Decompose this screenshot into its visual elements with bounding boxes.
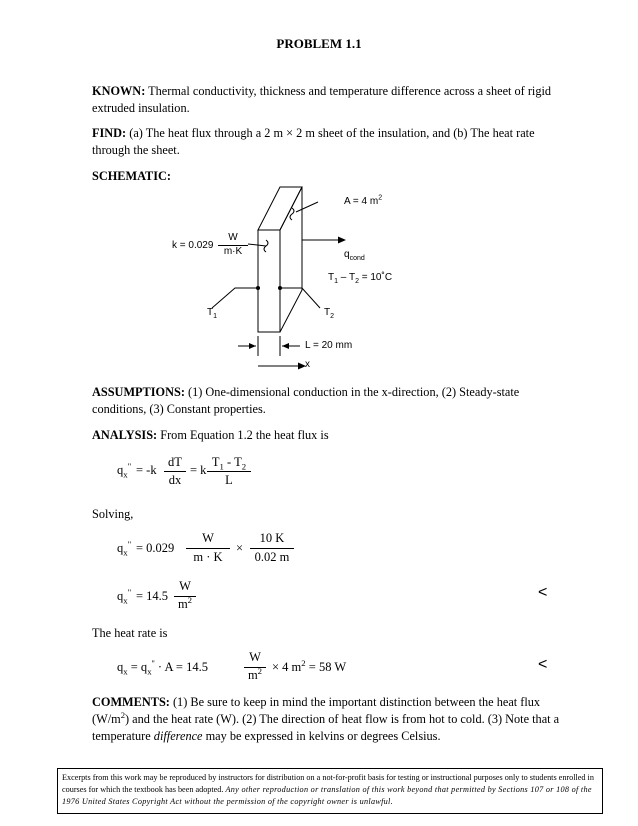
t1-dot: [256, 286, 260, 290]
t2-leader: [280, 288, 320, 308]
eq3-num: W: [179, 579, 191, 593]
eq3-q: q: [117, 589, 124, 603]
eq1-eq-k2: = k: [190, 463, 207, 477]
dT-t1: T: [328, 272, 335, 283]
eq4-den-exp: 2: [257, 665, 263, 676]
eq1-num2-mid: - T: [223, 455, 242, 469]
k-unit-den: m·K: [223, 246, 243, 257]
area-leader: [296, 202, 318, 212]
eq1-den1: dx: [168, 473, 182, 487]
known-label: KNOWN:: [92, 84, 146, 98]
eq4-tail-a: × 4 m: [272, 660, 302, 674]
t1-leader: [212, 288, 258, 308]
eq2-q-sup: ": [127, 538, 132, 549]
rate-text: The heat rate is: [92, 626, 168, 640]
footer-italic: Any other reproduction or translation of this work beyond that permitted by Sections 107 or 108 of the 1976 United States Copyright Act without the permission of the copyright owner is unlawful.: [62, 785, 592, 806]
k-leader: [248, 244, 266, 246]
t2-label: [324, 307, 334, 318]
t2-sub: 2: [330, 313, 335, 320]
analysis-intro: [92, 427, 572, 444]
eq2-line1: [186, 548, 230, 549]
area-exponent: 2: [378, 194, 383, 202]
dT-label: [328, 272, 392, 283]
eq1-num2-a: 1: [219, 461, 224, 472]
x-axis-label: x: [305, 359, 310, 370]
eq4-line: [117, 657, 208, 677]
t2-text: T: [324, 307, 331, 318]
eq3-coef: = 14.5: [136, 589, 169, 603]
eq1-num1: dT: [168, 455, 182, 469]
comments-section: [92, 694, 572, 745]
eq3-q-sup: ": [127, 586, 132, 597]
eq4-tail-exp: 2: [301, 657, 306, 668]
eq2-den2: 0.02 m: [254, 550, 290, 564]
eq3-den-m: m: [177, 597, 188, 611]
eq1-lhs: [117, 460, 132, 480]
assumptions-text: (1) One-dimensional conduction in the x-direction, (2) Steady-state conditions, (3) Constant properties.: [92, 385, 520, 416]
t1-text: T: [207, 307, 214, 318]
eq1-line2: [207, 471, 251, 472]
t2-dot: [278, 286, 282, 290]
k-label: k = 0.029: [172, 240, 214, 251]
t1-sub: 1: [213, 313, 218, 320]
analysis-label: ANALYSIS:: [92, 428, 158, 442]
dim-right-arrowhead: [282, 343, 289, 349]
dT-mid: – T: [338, 272, 356, 283]
eq4-tail-b: = 58 W: [308, 660, 347, 674]
thickness-label: L = 20 mm: [305, 340, 353, 351]
eq4-q: q: [117, 660, 124, 674]
eq1-q: q: [117, 463, 124, 477]
eq3-lhs: [117, 586, 132, 606]
find-text: (a) The heat flux through a 2 m × 2 m sheet of the insulation, and (b) The heat rate through the sheet.: [92, 126, 535, 157]
analysis-text: From Equation 1.2 the heat flux is: [157, 428, 329, 442]
comments-label: COMMENTS:: [92, 695, 170, 709]
eq1-den2: L: [225, 473, 233, 487]
eq1-eq-k: = -k: [136, 463, 157, 477]
eq1-q-sup: ": [127, 460, 132, 471]
eq1-q-sub: x: [123, 469, 128, 480]
dT-t2-sub: 2: [355, 278, 359, 285]
eq3-den: [174, 594, 196, 612]
eq4-den-m: m: [247, 668, 258, 682]
solving-text: Solving,: [92, 507, 134, 521]
eq2-num1: W: [202, 531, 214, 545]
qcond-label: [344, 249, 365, 260]
eq3-q-sub: x: [123, 595, 128, 606]
eq4-tail: [272, 657, 347, 675]
schematic-diagram: [0, 0, 638, 390]
heat-arrowhead: [338, 237, 346, 244]
area-label: [344, 196, 382, 207]
eq2-q-sub: x: [123, 547, 128, 558]
dT-t1-sub: 1: [334, 278, 339, 285]
eq2-times: ×: [236, 541, 244, 555]
comments-t4: may be expressed in kelvins or degrees Celsius.: [202, 729, 441, 743]
comments-t1: (1) Be sure to keep in mind the important distinction between the heat flux (W/m: [92, 695, 541, 726]
eq2-coef: = 0.029: [136, 541, 175, 555]
eq2-q: q: [117, 541, 124, 555]
eq1-num2: [207, 455, 251, 470]
assumptions-label: ASSUMPTIONS:: [92, 385, 185, 399]
area-text: A = 4 m: [344, 196, 379, 207]
eq2-lhs: [117, 538, 132, 558]
find-label: FIND:: [92, 126, 127, 140]
comments-emphasis: difference: [153, 729, 203, 743]
eq2-line2: [250, 548, 294, 549]
eq2-num2: 10 K: [259, 531, 285, 545]
eq1-line1: [164, 471, 186, 472]
dT-value: = 10˚C: [358, 272, 393, 283]
comments-sup: 2: [120, 709, 125, 720]
copyright-footer: [57, 768, 603, 814]
eq1-num2-b: 2: [241, 461, 247, 472]
eq4-mid: = q: [130, 660, 148, 674]
slab-top-face: [258, 187, 302, 230]
footer-normal: Excerpts from this work may be reproduced by instructors for distribution on a not-for-profit basis for testing or instructional purposes only to students enrolled in courses for which the textbook has been adopted.: [62, 773, 594, 794]
eq2-den1: m · K: [193, 550, 223, 564]
eq4-mid-sup: '': [151, 657, 155, 668]
t1-label: [207, 307, 217, 318]
k-unit-num: W: [228, 232, 238, 243]
assumptions-section: [92, 384, 572, 418]
eq4-mid2: · A = 14.5: [157, 660, 208, 674]
dim-left-arrowhead: [249, 343, 256, 349]
eq4-den: [244, 665, 266, 683]
eq3-answer-marker: <: [538, 584, 548, 601]
eq4-mid-sub: x: [147, 666, 152, 677]
comments-t2: ) and the heat rate (W). (2) The direction of heat flow is from hot to cold. (3) Note that a temperature: [92, 712, 560, 743]
page-title: PROBLEM 1.1: [276, 36, 362, 51]
eq4-q-sub: x: [123, 666, 128, 677]
qcond-q: q: [344, 249, 350, 260]
eq4-answer-marker: <: [538, 656, 548, 673]
known-text: Thermal conductivity, thickness and temperature difference across a sheet of rigid extruded insulation.: [92, 84, 552, 115]
eq3-den-exp: 2: [187, 594, 193, 605]
eq4-num: W: [249, 650, 261, 664]
eq1-num2-t: T: [211, 455, 220, 469]
qcond-sub: cond: [349, 255, 365, 262]
schematic-label: SCHEMATIC:: [92, 169, 172, 183]
slab-side-face: [280, 187, 302, 332]
